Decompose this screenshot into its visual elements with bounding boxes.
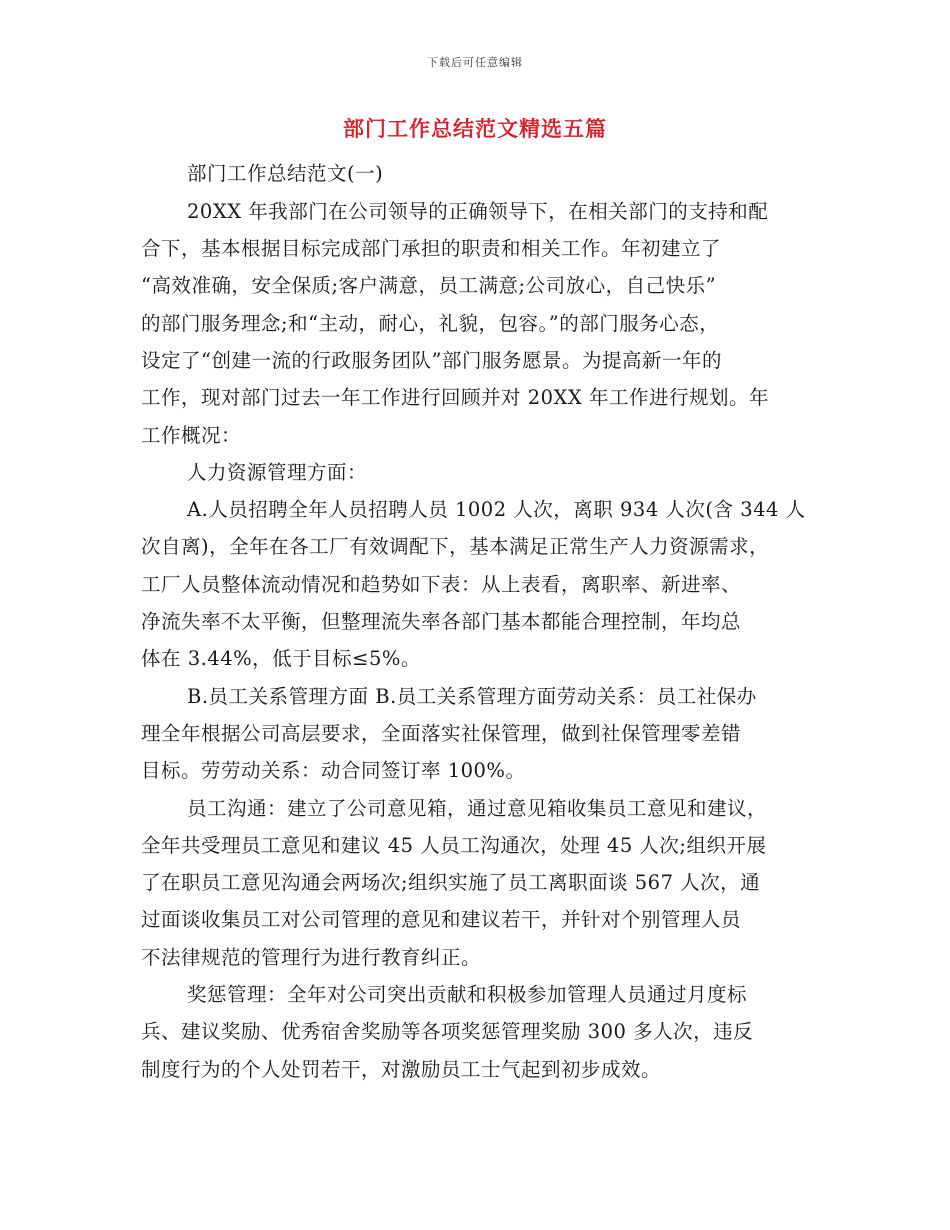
paragraph-line: 次自离)，全年在各工厂有效调配下，基本满足正常生产人力资源需求， <box>141 535 770 558</box>
paragraph-line: 了在职员工意见沟通会两场次;组织实施了员工离职面谈 567 人次，通 <box>141 871 761 894</box>
paragraph-line: A.人员招聘全年人员招聘人员 1002 人次，离职 934 人次(含 344 人 <box>187 498 806 521</box>
header-note: 下载后可任意编辑 <box>427 56 523 69</box>
paragraph-line: 员工沟通：建立了公司意见箱，通过意见箱收集员工意见和建议， <box>187 797 768 820</box>
paragraph-line: 工厂人员整体流动情况和趋势如下表：从上表看，离职率、新进率、 <box>141 573 742 596</box>
paragraph-line: 的部门服务理念;和“主动，耐心，礼貌，包容。”的部门服务心态， <box>141 312 720 335</box>
paragraph-line: 设定了“创建一流的行政服务团队”部门服务愿景。为提高新一年的 <box>141 349 722 372</box>
section-heading: 部门工作总结范文(一) <box>187 162 384 185</box>
paragraph-line: 合下，基本根据目标完成部门承担的职责和相关工作。年初建立了 <box>141 237 722 260</box>
paragraph-line: 制度行为的个人处罚若干，对激励员工士气起到初步成效。 <box>141 1058 662 1081</box>
document-title: 部门工作总结范文精选五篇 <box>343 116 607 141</box>
paragraph-line: 净流失率不太平衡，但整理流失率各部门基本都能合理控制，年均总 <box>141 610 742 633</box>
paragraph-line: B.员工关系管理方面 B.员工关系管理方面劳动关系：员工社保办 <box>187 685 757 708</box>
paragraph-line: 奖惩管理：全年对公司突出贡献和积极参加管理人员通过月度标 <box>187 983 748 1006</box>
paragraph-line: 过面谈收集员工对公司管理的意见和建议若干，并针对个别管理人员 <box>141 908 742 931</box>
paragraph-line: 20XX 年我部门在公司领导的正确领导下，在相关部门的支持和配 <box>187 200 769 223</box>
paragraph-line: 工作，现对部门过去一年工作进行回顾并对 20XX 年工作进行规划。年 <box>141 386 769 409</box>
paragraph-line: 全年共受理员工意见和建议 45 人员工沟通次，处理 45 人次;组织开展 <box>141 834 767 857</box>
paragraph-line: 目标。劳劳动关系：动合同签订率 100%。 <box>141 759 526 782</box>
paragraph-line: “高效准确，安全保质;客户满意，员工满意;公司放心，自己快乐” <box>141 274 717 297</box>
paragraph-line: 理全年根据公司高层要求，全面落实社保管理，做到社保管理零差错 <box>141 722 742 745</box>
paragraph-line: 工作概况： <box>141 424 242 447</box>
paragraph-line: 不法律规范的管理行为进行教育纠正。 <box>141 946 482 969</box>
paragraph-line: 兵、建议奖励、优秀宿舍奖励等各项奖惩管理奖励 300 多人次，违反 <box>141 1020 754 1043</box>
subsection-heading: 人力资源管理方面： <box>187 461 368 484</box>
paragraph-line: 体在 3.44%，低于目标≤5%。 <box>141 647 421 670</box>
